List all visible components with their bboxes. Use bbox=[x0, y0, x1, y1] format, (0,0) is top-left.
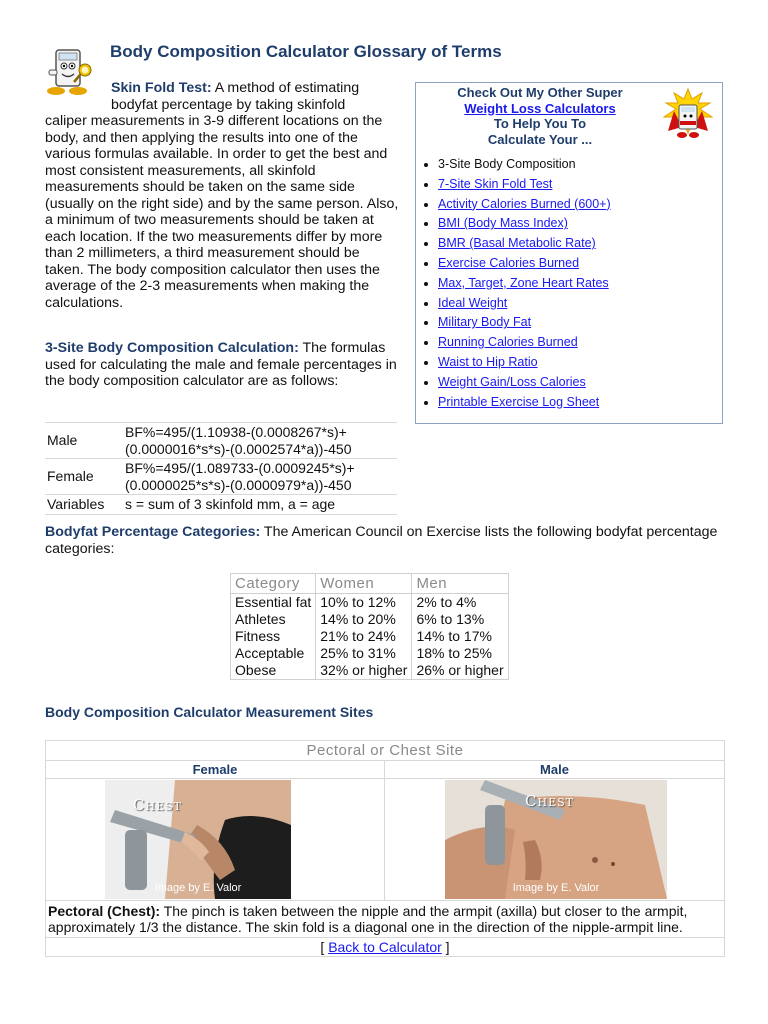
skin-fold-term: Skin Fold Test: bbox=[111, 80, 212, 96]
bodyfat-term: Bodyfat Percentage Categories: bbox=[45, 524, 261, 540]
list-item bbox=[438, 274, 611, 294]
promo-heading bbox=[430, 85, 650, 147]
calculator-list bbox=[416, 155, 611, 412]
table-cell: 26% or higher bbox=[412, 662, 508, 680]
female-header: Female bbox=[46, 761, 385, 779]
table-row bbox=[45, 423, 397, 459]
chest-photo-label: Chest bbox=[525, 792, 574, 810]
calculator-link[interactable]: Weight Gain/Loss Calories bbox=[438, 374, 586, 389]
formula-value: s = sum of 3 skinfold mm, a = age bbox=[123, 495, 397, 515]
table-row bbox=[45, 459, 397, 495]
skin-fold-first-line: A method of estimating bbox=[211, 80, 360, 96]
calculator-link[interactable]: Running Calories Burned bbox=[438, 335, 578, 350]
site-description-term: Pectoral (Chest): bbox=[48, 903, 161, 919]
list-item bbox=[438, 294, 611, 314]
table-cell: Acceptable bbox=[231, 645, 316, 662]
skin-fold-second-line: bodyfat percentage by taking skinfold bbox=[111, 96, 346, 113]
table-cell: Essential fat bbox=[231, 594, 316, 612]
table-header-row bbox=[231, 574, 509, 594]
list-item bbox=[438, 234, 611, 254]
male-chest-photo bbox=[445, 780, 667, 899]
table-cell: Athletes bbox=[231, 611, 316, 628]
table-cell: 10% to 12% bbox=[316, 594, 412, 612]
formula-value: BF%=495/(1.10938-(0.0008267*s)+(0.0000016*s*s)-(0.0002574*a))-450 bbox=[123, 423, 397, 459]
table-row bbox=[231, 594, 509, 612]
site-description-text: The pinch is taken between the nipple and the armpit (axilla) but closer to the armpit, approximately 1/3 the distance. The skin fold is a diagonal one in the direction of the nipple-armpit line. bbox=[48, 903, 688, 935]
table-cell: 18% to 25% bbox=[412, 645, 508, 662]
table-cell: 32% or higher bbox=[316, 662, 412, 680]
list-item bbox=[438, 254, 611, 274]
chest-photo-label: Chest bbox=[133, 796, 182, 814]
promo-line: To Help You To bbox=[493, 116, 587, 131]
superhero-calculator-icon bbox=[660, 87, 716, 141]
table-cell: 6% to 13% bbox=[412, 611, 508, 628]
table-row bbox=[45, 495, 397, 515]
list-item bbox=[438, 373, 611, 393]
back-row bbox=[46, 938, 725, 957]
image-credit: Image by E. Valor bbox=[512, 882, 600, 894]
formula-value: BF%=495/(1.089733-(0.0009245*s)+(0.0000025*s*s)-(0.0000979*a))-450 bbox=[123, 459, 397, 495]
three-site-term: 3-Site Body Composition Calculation: bbox=[45, 340, 299, 356]
bodyfat-text: The American Council on Exercise lists the following bodyfat percentage categories: bbox=[45, 524, 718, 557]
female-chest-photo bbox=[105, 780, 291, 899]
table-cell: 2% to 4% bbox=[412, 594, 508, 612]
table-row bbox=[231, 662, 509, 680]
calculator-link[interactable]: Printable Exercise Log Sheet bbox=[438, 394, 600, 409]
table-cell: Fitness bbox=[231, 628, 316, 645]
calculator-link[interactable]: 7-Site Skin Fold Test bbox=[438, 176, 553, 191]
calculators-promo-box bbox=[415, 82, 723, 424]
female-photo-cell bbox=[46, 779, 385, 901]
list-item bbox=[438, 333, 611, 353]
calculator-link[interactable]: Ideal Weight bbox=[438, 295, 508, 310]
table-cell: 14% to 17% bbox=[412, 628, 508, 645]
male-header: Male bbox=[385, 761, 725, 779]
measurement-sites-title: Body Composition Calculator Measurement Sites bbox=[45, 704, 374, 720]
back-to-calculator-link[interactable]: Back to Calculator bbox=[328, 939, 442, 955]
list-item bbox=[438, 175, 611, 195]
measurement-sites-table bbox=[45, 740, 725, 957]
table-cell: 14% to 20% bbox=[316, 611, 412, 628]
column-header: Men bbox=[412, 574, 508, 594]
male-photo-cell bbox=[385, 779, 725, 901]
list-item bbox=[438, 195, 611, 215]
skin-fold-paragraph bbox=[45, 80, 400, 311]
weight-loss-calculators-link[interactable]: Weight Loss Calculators bbox=[464, 100, 616, 116]
table-row bbox=[46, 761, 725, 779]
column-header: Category bbox=[231, 574, 316, 594]
table-cell: 21% to 24% bbox=[316, 628, 412, 645]
list-item bbox=[438, 313, 611, 333]
bodyfat-categories-paragraph bbox=[45, 524, 735, 557]
list-item-label: 3-Site Body Composition bbox=[438, 157, 576, 171]
page-title: Body Composition Calculator Glossary of Terms bbox=[110, 42, 502, 61]
formula-table bbox=[45, 422, 397, 515]
table-row bbox=[46, 901, 725, 938]
table-cell: Obese bbox=[231, 662, 316, 680]
table-cell: 25% to 31% bbox=[316, 645, 412, 662]
skin-fold-text: caliper measurements in 3-9 different locations on the body, and then applying the results into one of the various formulas available. In order to get the best and most consistent measurements, all skinfold measurements should be taken on the same side (usually on the right side) and by the same person. Also, a minimum of two measurements should be taken at each location. If the two measurements differ by more than 2 millimeters, a third measurement should be taken. The body composition calculator then uses the average of the 2-3 measurements when making the calculations. bbox=[45, 113, 399, 311]
calculator-link[interactable]: Exercise Calories Burned bbox=[438, 255, 580, 270]
column-header: Women bbox=[316, 574, 412, 594]
site-name: Pectoral or Chest Site bbox=[46, 741, 725, 761]
list-item bbox=[438, 214, 611, 234]
list-item bbox=[438, 155, 611, 175]
calculator-link[interactable]: Military Body Fat bbox=[438, 315, 532, 330]
bracket-close: ] bbox=[441, 939, 450, 955]
three-site-paragraph bbox=[45, 340, 400, 390]
formula-label: Female bbox=[45, 459, 123, 495]
list-item bbox=[438, 393, 611, 413]
promo-line: Check Out My Other Super bbox=[457, 85, 623, 100]
table-row bbox=[231, 611, 509, 628]
table-row bbox=[231, 645, 509, 662]
table-row bbox=[46, 741, 725, 761]
calculator-link[interactable]: BMI (Body Mass Index) bbox=[438, 216, 568, 231]
formula-label: Variables bbox=[45, 495, 123, 515]
calculator-link[interactable]: Max, Target, Zone Heart Rates bbox=[438, 275, 609, 290]
bracket-open: [ bbox=[320, 939, 329, 955]
table-row bbox=[231, 628, 509, 645]
site-description bbox=[46, 901, 725, 938]
calculator-link[interactable]: Activity Calories Burned (600+) bbox=[438, 196, 611, 211]
three-site-text: The formulas used for calculating the male and female percentages in the body composition calculator are as follows: bbox=[45, 340, 397, 389]
formula-label: Male bbox=[45, 423, 123, 459]
table-row bbox=[46, 938, 725, 957]
promo-line: Calculate Your ... bbox=[487, 131, 593, 147]
calculator-link[interactable]: BMR (Basal Metabolic Rate) bbox=[438, 236, 596, 251]
calculator-link[interactable]: Waist to Hip Ratio bbox=[438, 354, 538, 369]
image-credit: Image by E. Valor bbox=[154, 882, 242, 894]
list-item bbox=[438, 353, 611, 373]
bodyfat-categories-table bbox=[230, 573, 509, 680]
table-row bbox=[46, 779, 725, 901]
